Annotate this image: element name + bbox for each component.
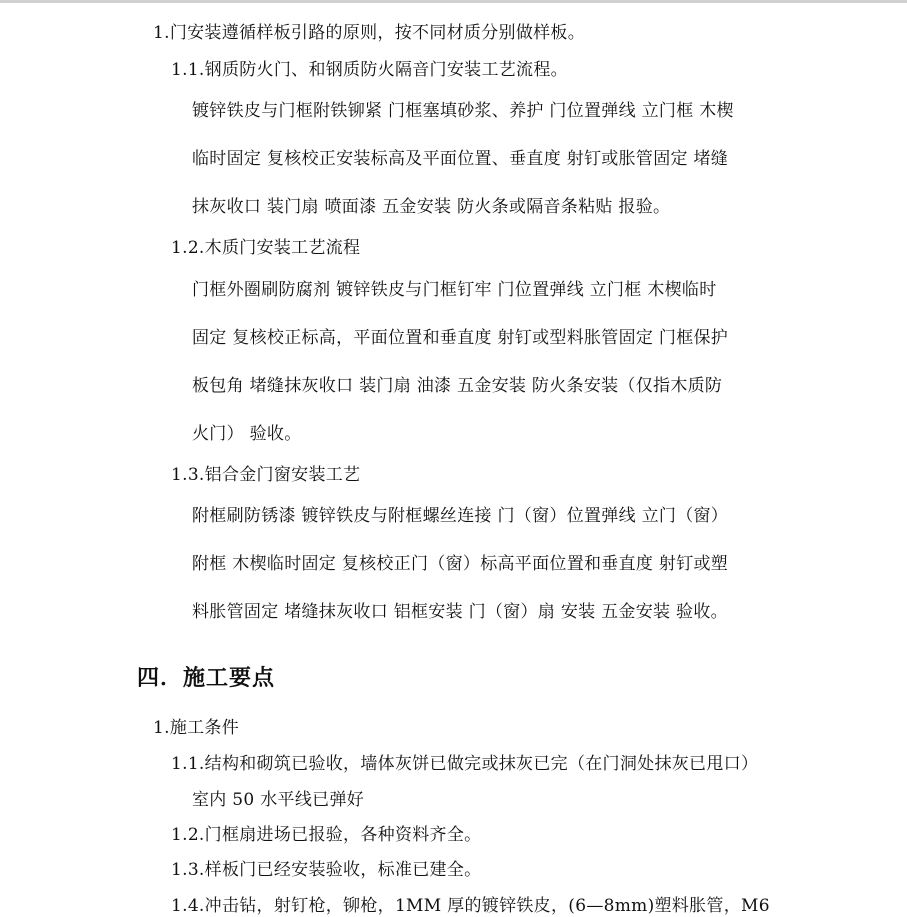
condition-1-1: 1.1.结构和砌筑已验收，墙体灰饼已做完或抹灰已完（在门洞处抹灰已甩口） <box>171 754 759 774</box>
section-1-1-line-3: 抹灰收口 装门扇 喷面漆 五金安装 防火条或隔音条粘贴 报验。 <box>192 197 671 217</box>
section-1-3-line-1: 附框刷防锈漆 镀锌铁皮与附框螺丝连接 门（窗）位置弹线 立门（窗） <box>192 506 729 526</box>
chapter-heading-construction-key-points: 四．施工要点 <box>137 666 276 691</box>
condition-1-2: 1.2.门框扇进场已报验，各种资料齐全。 <box>171 825 482 845</box>
section-1-1-line-1: 镀锌铁皮与门框附铁铆紧 门框塞填砂浆、养护 门位置弹线 立门框 木楔 <box>192 101 734 121</box>
condition-1-4: 1.4.冲击钻，射钉枪，铆枪，1MM 厚的镀锌铁皮，(6—8mm)塑料胀管，M6 <box>171 896 770 916</box>
section-1-3-title: 1.3.铝合金门窗安装工艺 <box>171 465 361 485</box>
section-1-2-title: 1.2.木质门安装工艺流程 <box>171 238 361 258</box>
section-1-1-line-2: 临时固定 复核校正安装标高及平面位置、垂直度 射钉或胀管固定 堵缝 <box>192 149 729 169</box>
section-1-2-line-1: 门框外圈刷防腐剂 镀锌铁皮与门框钉牢 门位置弹线 立门框 木楔临时 <box>192 280 717 300</box>
condition-1-3: 1.3.样板门已经安装验收，标准已建全。 <box>171 860 482 880</box>
section-1-2-line-2: 固定 复核校正标高，平面位置和垂直度 射钉或型料胀管固定 门框保护 <box>192 328 729 348</box>
section-1-3-line-3: 料胀管固定 堵缝抹灰收口 铝框安装 门（窗）扇 安装 五金安装 验收。 <box>192 602 728 622</box>
paragraph-construction-conditions: 1.施工条件 <box>153 718 240 738</box>
page-top-border <box>0 0 907 3</box>
section-1-1-title: 1.1.钢质防火门、和钢质防火隔音门安装工艺流程。 <box>171 60 568 80</box>
section-1-2-line-3: 板包角 堵缝抹灰收口 装门扇 油漆 五金安装 防火条安装（仅指木质防 <box>192 376 723 396</box>
paragraph-door-installation-principle: 1.门安装遵循样板引路的原则，按不同材质分别做样板。 <box>153 23 586 43</box>
section-1-3-line-2: 附框 木楔临时固定 复核校正门（窗）标高平面位置和垂直度 射钉或塑 <box>192 554 729 574</box>
condition-1-1-continued: 室内 50 水平线已弹好 <box>192 790 365 810</box>
section-1-2-line-4: 火门） 验收。 <box>192 424 302 444</box>
